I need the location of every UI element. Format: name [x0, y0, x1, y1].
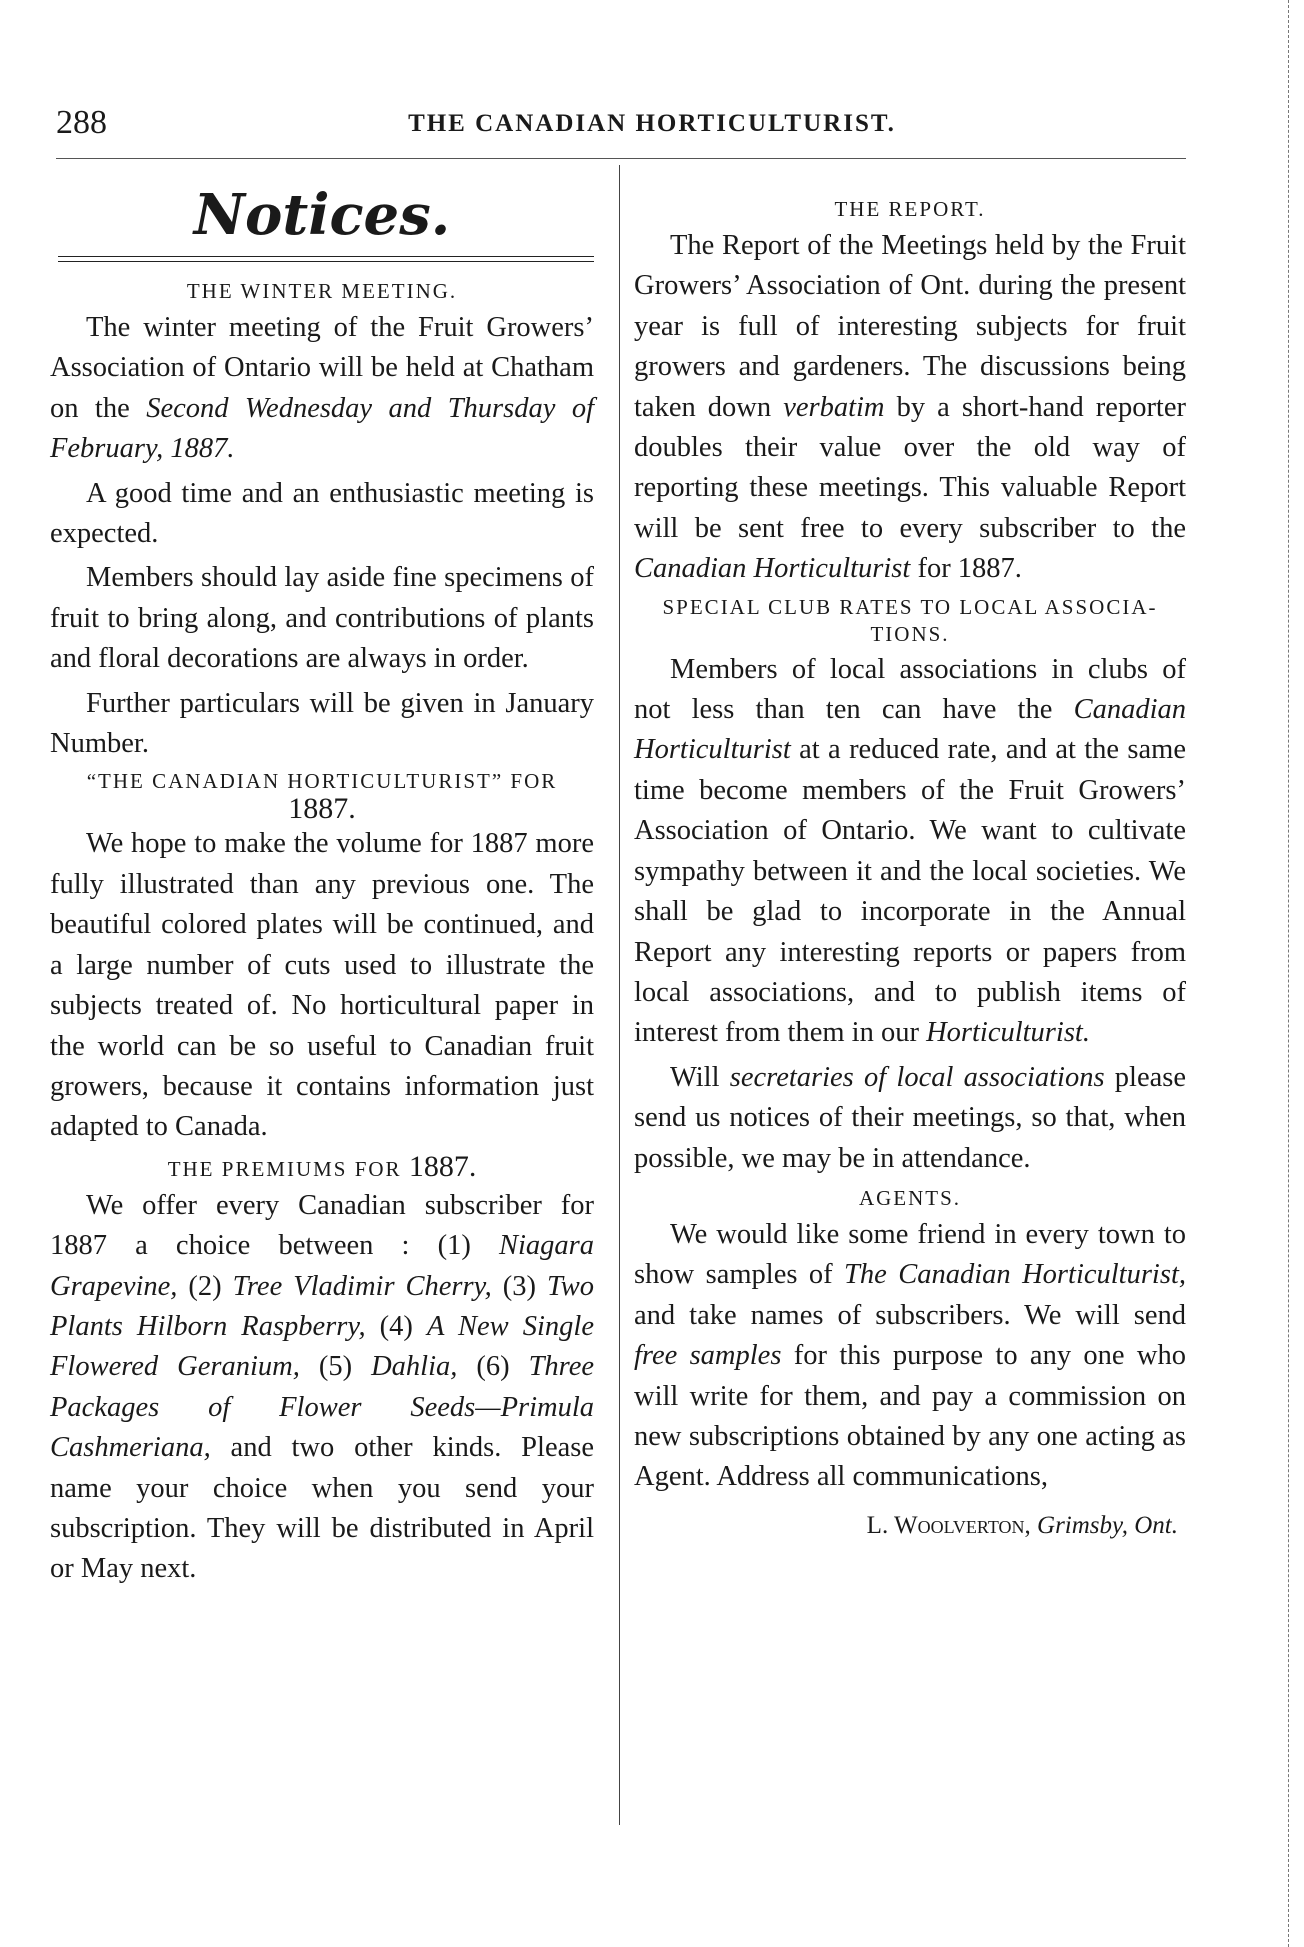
premiums-text: (2) [177, 1270, 233, 1302]
report-text: for 1887. [910, 553, 1022, 585]
club-rates-text: Members of local associations in clubs of not less than ten can have the [634, 653, 1186, 726]
club-rates-text: please send us notices of their meetings, so that, when possible, we may be in attendance. [634, 1061, 1187, 1174]
horticulturist-heading-line-1: “THE CANADIAN HORTICULTURIST” FOR [86, 769, 558, 794]
club-rates-text: Will [670, 1061, 730, 1093]
report-text: by a short-hand reporter doubles their value over the old way of reporting these meetings. This valuable Report will be sent free to every subscriber to the [634, 391, 1186, 544]
agents-paragraph [634, 1215, 1186, 1498]
club-rates-emphasis: Canadian Horticulturist [634, 694, 1186, 766]
report-emphasis: verbatim [783, 391, 885, 423]
winter-meeting-heading: THE WINTER MEETING. [186, 279, 458, 303]
premiums-text: (6) [457, 1351, 529, 1383]
premium-item: Niagara Grapevine, [50, 1230, 594, 1302]
premium-item: Tree Vladimir Cherry, [232, 1270, 492, 1302]
signature-name: L. Woolverton, [866, 1511, 1031, 1539]
club-rates-emphasis: secretaries of local associations [729, 1061, 1105, 1093]
premium-item: Three Packages of Flower Seeds—Primula Cashmeriana, [50, 1351, 594, 1464]
report-heading: THE REPORT. [834, 197, 986, 221]
premium-item: Two Plants Hilborn Raspberry, [50, 1270, 594, 1342]
agents-text: We would like some friend in every town to show samples of [634, 1218, 1186, 1291]
winter-meeting-paragraph-2: A good time and an enthusiastic meeting is expected. [50, 477, 594, 550]
premiums-text: (3) [491, 1270, 547, 1302]
page-edge-rule [1288, 0, 1289, 1947]
premium-item: A New Single Flowered Geranium, [50, 1310, 594, 1383]
winter-meeting-text: The winter meeting of the Fruit Growers’ Association of Ontario will be held at Chatham on the [50, 312, 594, 424]
page-number: 288 [56, 104, 107, 141]
report-paragraph [634, 226, 1186, 590]
winter-meeting-paragraph-4: Further particulars will be given in January Number. [50, 687, 594, 760]
winter-meeting-paragraph-3: Members should lay aside fine specimens of fruit to bring along, and contributions of plants and floral decorations are always in order. [50, 562, 594, 675]
premiums-paragraph [50, 1186, 594, 1590]
horticulturist-1887-heading [50, 768, 594, 826]
premiums-heading-text: THE PREMIUMS FOR [167, 1156, 402, 1181]
premiums-text: and two other kinds. Please name your choice when you send your subscription. They will be distributed in April or May next. [50, 1432, 594, 1585]
report-text: The Report of the Meetings held by the Fruit Growers’ Association of Ont. during the present year is full of interesting subjects for fruit growers and gardeners. The discussions being taken down [634, 230, 1186, 423]
winter-meeting-date: Second Wednesday and Thursday of February, 1887. [50, 392, 594, 465]
club-rates-paragraph-1 [634, 650, 1186, 1054]
report-emphasis: Canadian Horticulturist [634, 553, 911, 585]
agents-emphasis: The Canadian Horticulturist, [844, 1259, 1186, 1291]
column-divider [619, 165, 620, 1825]
club-rates-emphasis: Horticulturist. [926, 1017, 1090, 1049]
premiums-text: (5) [299, 1351, 372, 1383]
agents-text: and take names of subscribers. We will send [634, 1299, 1186, 1331]
signature [634, 1506, 1186, 1546]
notices-title: Notices. [193, 182, 451, 248]
premiums-heading [50, 1149, 594, 1184]
premiums-text: (4) [365, 1310, 427, 1342]
right-column [634, 172, 1186, 1546]
left-column [50, 172, 594, 1594]
header-rule [56, 158, 1186, 159]
premium-item: Dahlia, [371, 1351, 458, 1383]
agents-heading: AGENTS. [858, 1185, 962, 1210]
signature-place: Grimsby, Ont. [1037, 1511, 1178, 1539]
premiums-heading-year: 1887. [408, 1149, 477, 1183]
winter-meeting-paragraph-1 [50, 308, 594, 470]
horticulturist-1887-paragraph: We hope to make the volume for 1887 more fully illustrated than any previous one. The beautiful colored plates will be continued, and a large number of cuts used to illustrate the subjects treated of. No horticultural paper in the world can be so useful to Canadian fruit growers, because it contains information just adapted to Canada. [50, 828, 594, 1143]
club-rates-heading-line-2: TIONS. [870, 621, 950, 646]
club-rates-paragraph-2 [634, 1058, 1186, 1179]
premiums-text: We offer every Canadian subscriber for 1887 a choice between : (1) [50, 1189, 594, 1262]
agents-emphasis: free samples [634, 1340, 782, 1372]
club-rates-heading [634, 594, 1186, 648]
running-head: THE CANADIAN HORTICULTURIST. [408, 110, 896, 137]
club-rates-heading-line-1: SPECIAL CLUB RATES TO LOCAL ASSOCIA- [662, 594, 1158, 619]
horticulturist-heading-line-2: 1887. [288, 792, 356, 826]
club-rates-text: at a reduced rate, and at the same time become members of the Fruit Growers’ Association of Ontario. We want to cultivate sympathy between it and the local societies. We shall be glad to incorporate in the Annual Report any interesting reports or papers from local associations, and to publish items of interest from them in our [634, 734, 1186, 1049]
agents-text: for this purpose to any one who will write for them, and pay a commission on new subscriptions obtained by any one acting as Agent. Address all communications, [634, 1340, 1186, 1493]
title-double-rule [58, 256, 594, 262]
